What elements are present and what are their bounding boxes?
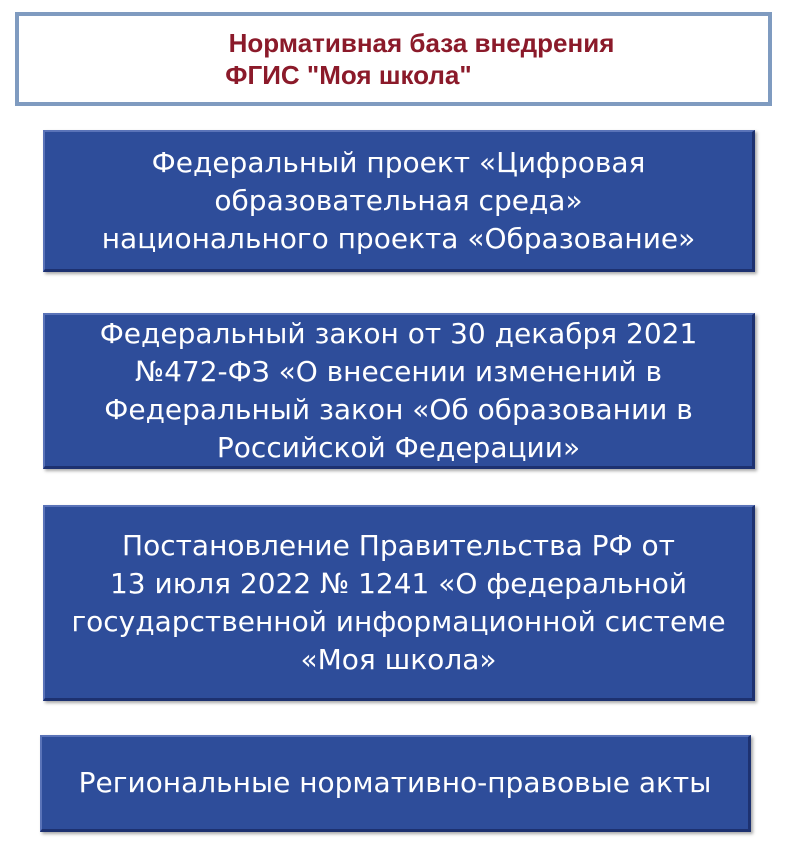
title-line-1: Нормативная база внедрения — [228, 28, 615, 58]
document-box-federal-project — [43, 130, 755, 272]
document-line: Постановление Правительства РФ от — [122, 528, 675, 562]
document-box-regional-acts — [40, 735, 751, 832]
document-line: «Моя школа» — [300, 642, 497, 676]
document-line: Федеральный закон «Об образовании в — [104, 392, 693, 426]
document-line: 13 июля 2022 № 1241 «О федеральной — [109, 566, 688, 600]
title-banner — [15, 12, 772, 106]
document-line: государственной информационной системе — [71, 604, 726, 638]
document-line: Федеральный закон от 30 декабря 2021 — [99, 316, 698, 350]
document-line: Российской Федерации» — [216, 430, 581, 464]
document-line: образовательная среда» — [214, 183, 583, 217]
document-line: Региональные нормативно-правовые акты — [78, 766, 712, 799]
document-line: Федеральный проект «Цифровая — [151, 145, 646, 179]
document-line: №472-ФЗ «О внесении изменений в — [134, 354, 663, 388]
document-box-federal-law — [43, 313, 755, 469]
title-line-2: ФГИС "Моя школа" — [225, 60, 472, 90]
document-box-government-resolution — [43, 505, 755, 701]
document-line: национального проекта «Образование» — [101, 221, 696, 255]
